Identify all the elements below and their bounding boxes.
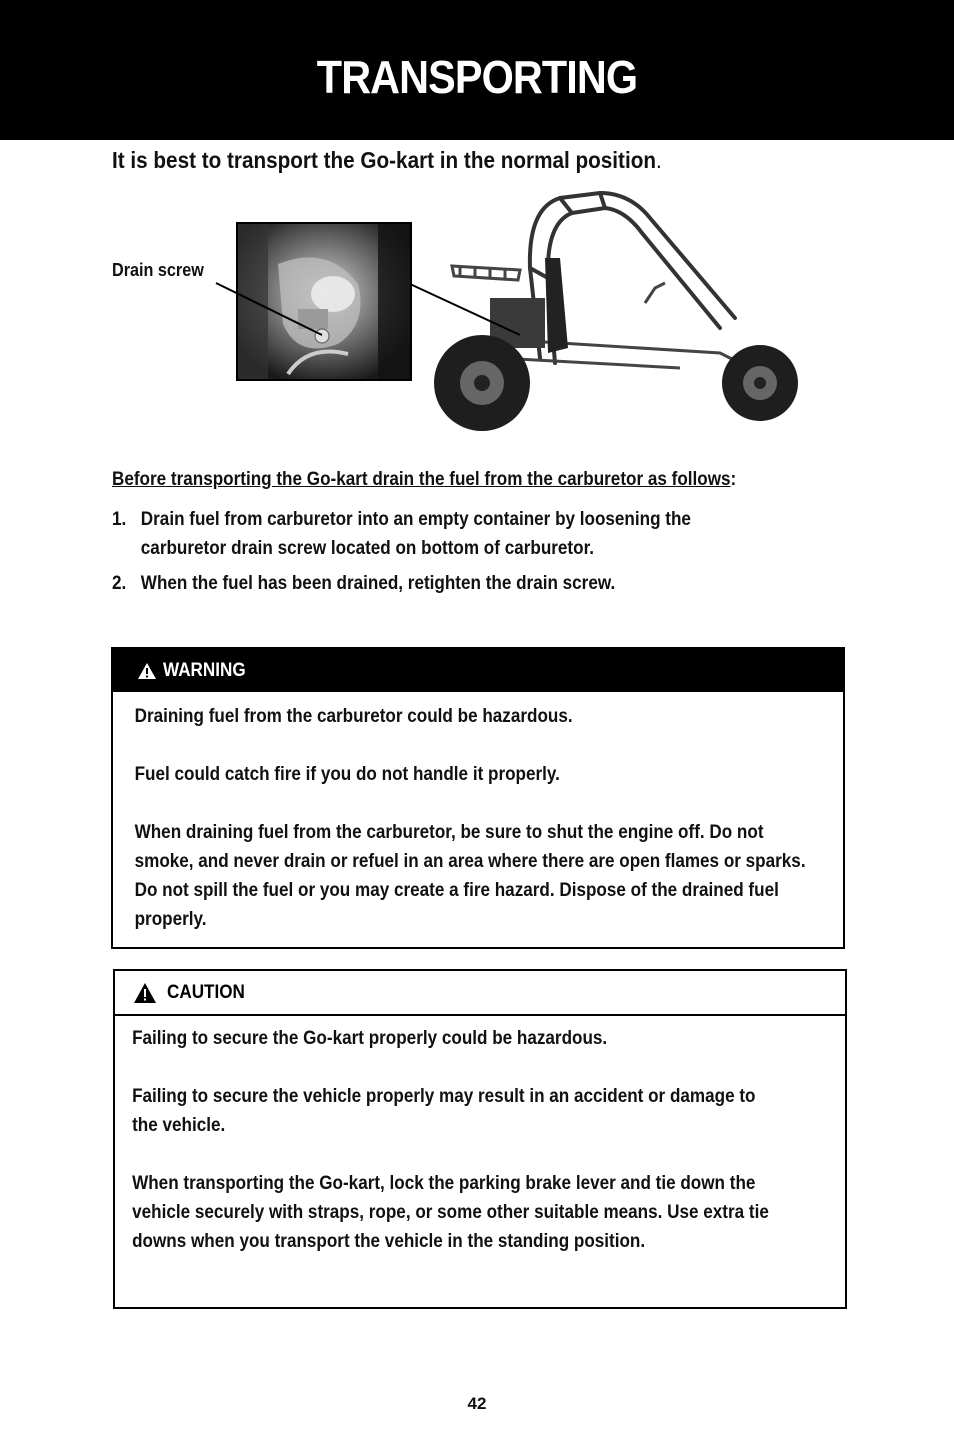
- warning-paragraph: Draining fuel from the carburetor could be hazardous.: [134, 706, 573, 727]
- warning-box: [111, 647, 845, 949]
- warning-paragraph: Fuel could catch fire if you do not handle it properly.: [134, 764, 560, 785]
- page-header: [0, 0, 954, 140]
- warning-paragraph: When draining fuel from the carburetor, be sure to shut the engine off. Do not smoke, and never drain or refuel in an area where there are open flames or sparks. Do not spill the fuel or you may create a fire hazard. Dispose of the drained fuel properly.: [134, 822, 806, 930]
- rear-wheel: [434, 335, 530, 431]
- warning-body: [113, 692, 819, 934]
- front-wheel: [722, 345, 798, 421]
- intro-colon: :: [730, 469, 737, 490]
- warning-triangle-icon: [137, 662, 157, 680]
- steps-list: [112, 505, 832, 604]
- subtitle-period: .: [655, 147, 662, 173]
- go-kart-image: [420, 188, 810, 433]
- intro-text: Before transporting the Go-kart drain the fuel from the carburetor as follows: [112, 469, 731, 490]
- subtitle-text: It is best to transport the Go-kart in the normal position: [112, 147, 656, 173]
- list-item: [112, 569, 832, 598]
- subtitle: [112, 147, 662, 174]
- caution-paragraph: Failing to secure the Go-kart properly could be hazardous.: [132, 1028, 608, 1049]
- carburetor-closeup-image: [236, 222, 412, 381]
- caution-paragraph: Failing to secure the vehicle properly may result in an accident or damage to the vehicle.: [132, 1086, 756, 1136]
- caution-label: CAUTION: [167, 981, 245, 1003]
- seat: [545, 258, 568, 353]
- page-number: 42: [467, 1394, 487, 1413]
- list-item: [112, 505, 832, 563]
- caution-body: [115, 1016, 816, 1256]
- page-title: TRANSPORTING: [316, 51, 638, 103]
- caution-triangle-icon: [133, 982, 157, 1004]
- step-text: Drain fuel from carburetor into an empty container by loosening the carburetor drain screw located on bottom of carburetor.: [140, 509, 691, 559]
- caution-header: [115, 971, 845, 1016]
- caution-box: [113, 969, 847, 1309]
- carburetor-closeup-drawing: [238, 224, 410, 379]
- warning-label: WARNING: [163, 659, 246, 681]
- transport-intro: [112, 469, 736, 491]
- drain-screw-label: Drain screw: [112, 260, 204, 280]
- step-text: When the fuel has been drained, retighten the drain screw.: [140, 573, 616, 594]
- caution-paragraph: When transporting the Go-kart, lock the parking brake lever and tie down the vehicle securely with straps, rope, or some other suitable means. Use extra tie downs when you transport the vehicle in the standing position.: [132, 1173, 769, 1252]
- warning-header: [113, 649, 843, 692]
- step-number: 2.: [112, 573, 127, 594]
- step-number: 1.: [112, 509, 127, 530]
